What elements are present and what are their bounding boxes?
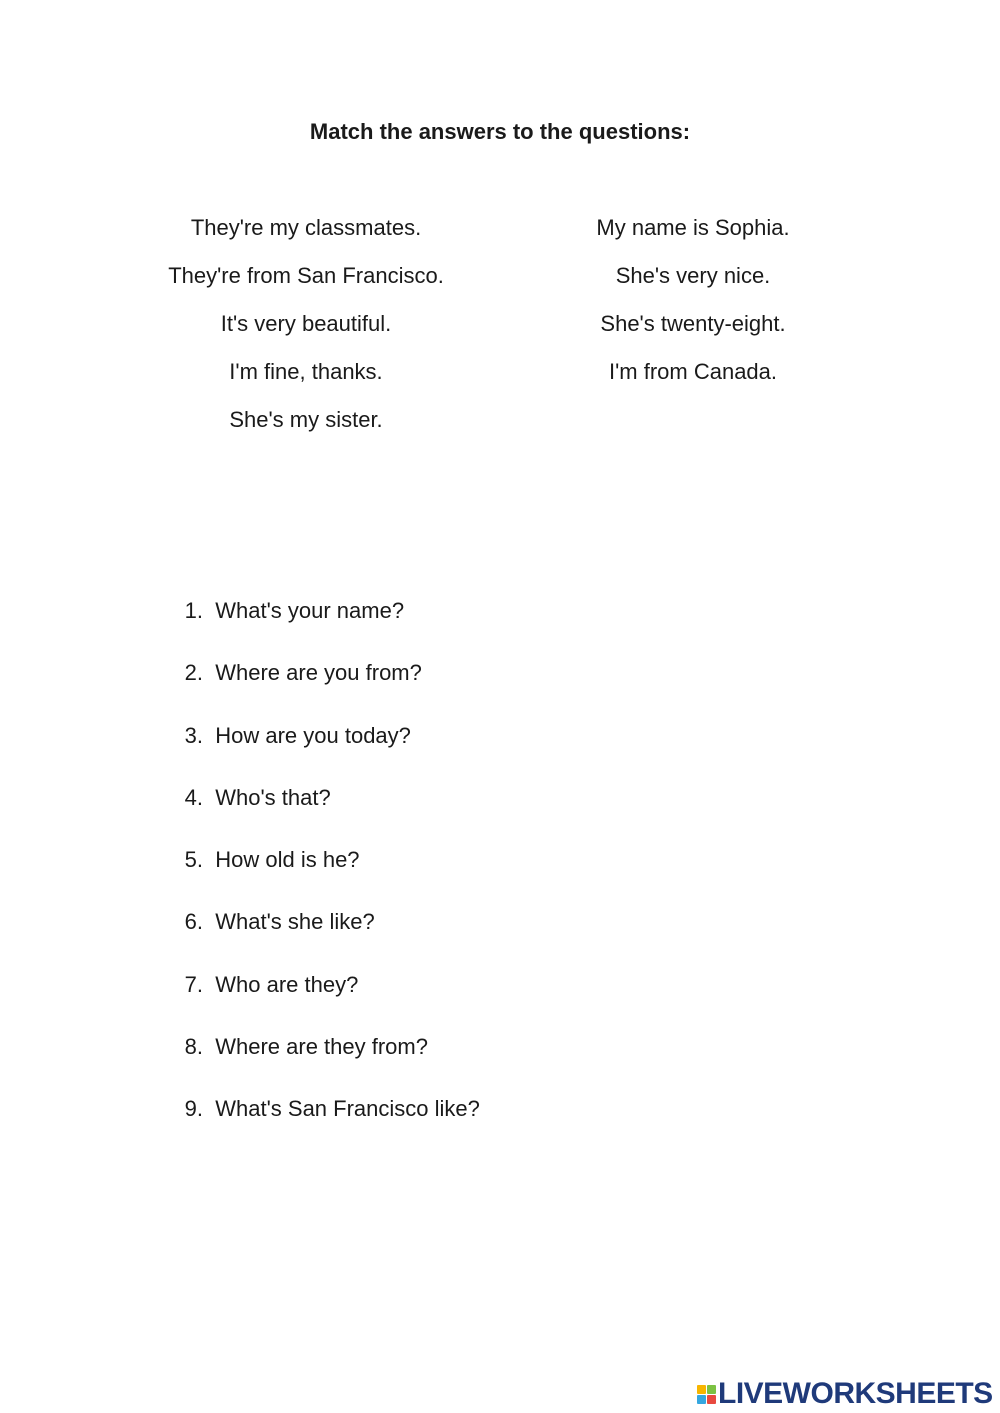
question-item (160, 845, 480, 907)
logo-square-green (707, 1385, 716, 1394)
answers-right-column (493, 213, 893, 405)
liveworksheets-logo-icon (697, 1385, 716, 1404)
question-number: 1. (184, 598, 203, 623)
question-number: 6. (184, 909, 203, 935)
question-number: 9. (184, 1096, 203, 1122)
question-text: Where are you from? (215, 660, 422, 686)
question-number: 4. (184, 784, 203, 810)
question-text: How are you today? (215, 722, 411, 748)
question-text: How old is he? (215, 847, 360, 873)
question-text: What's San Francisco like? (215, 1096, 480, 1122)
question-number: 5. (184, 847, 203, 873)
question-number: 7. (184, 971, 203, 997)
question-item (160, 783, 480, 845)
answer-item: I'm from Canada. (608, 359, 778, 384)
question-item (160, 1094, 480, 1156)
question-item (160, 658, 480, 720)
answer-item: She's my sister. (229, 407, 383, 432)
question-item (160, 721, 480, 783)
question-number: 3. (184, 722, 203, 748)
question-number: 8. (184, 1034, 203, 1060)
answer-item: She's very nice. (615, 263, 771, 288)
question-item (160, 907, 480, 969)
question-item (160, 596, 480, 658)
question-text: Where are they from? (215, 1034, 428, 1060)
answer-item: They're my classmates. (190, 215, 422, 240)
answer-item: It's very beautiful. (220, 311, 392, 336)
logo-square-yellow (697, 1385, 706, 1394)
question-text: Who are they? (215, 971, 359, 997)
answer-item: She's twenty-eight. (600, 311, 786, 336)
questions-list (160, 596, 480, 1157)
question-item (160, 970, 480, 1032)
question-text: Who's that? (215, 784, 331, 810)
question-number: 2. (184, 660, 203, 686)
answer-item: My name is Sophia. (596, 215, 790, 240)
logo-text: LIVEWORKSHEETS (718, 1377, 993, 1410)
question-text: What's your name? (215, 598, 405, 623)
logo-square-red (707, 1395, 716, 1404)
liveworksheets-logo (697, 1376, 993, 1412)
answer-item: I'm fine, thanks. (229, 359, 383, 384)
logo-square-blue (697, 1395, 706, 1404)
question-item (160, 1032, 480, 1094)
worksheet-title: Match the answers to the questions: (309, 119, 691, 144)
answers-left-column (106, 213, 506, 453)
question-text: What's she like? (215, 909, 375, 935)
answer-item: They're from San Francisco. (168, 263, 444, 288)
